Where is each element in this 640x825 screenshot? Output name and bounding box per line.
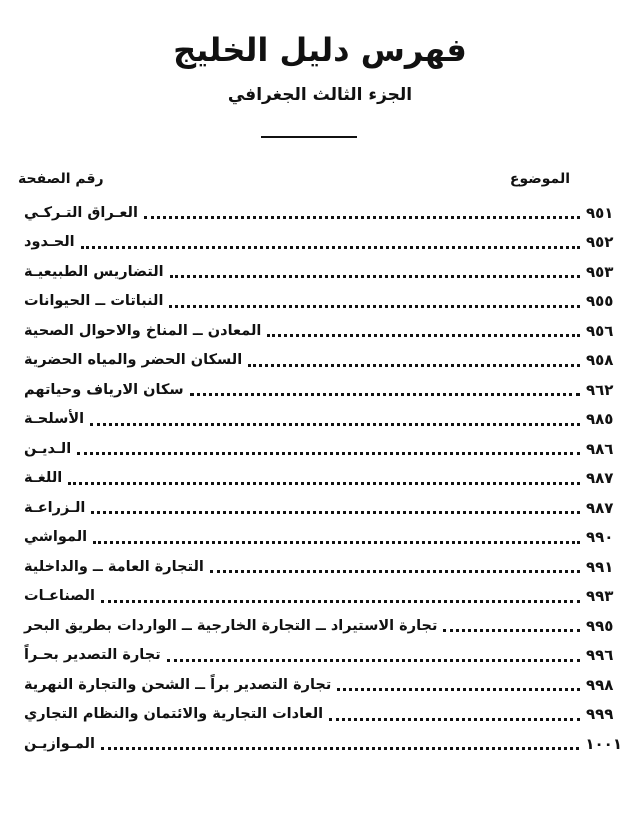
dot-leader xyxy=(167,659,580,662)
toc-entry-page-number: ٩٩٦ xyxy=(586,646,614,665)
toc-entry xyxy=(18,257,622,287)
dot-leader xyxy=(101,747,579,750)
toc-entry xyxy=(18,670,622,700)
toc-entry xyxy=(18,700,622,730)
toc-entry xyxy=(18,405,622,435)
dot-leader xyxy=(170,275,580,278)
toc-entry-topic: الصناعـات xyxy=(18,588,95,604)
toc-entry-topic: اللغـة xyxy=(18,470,62,486)
toc-entry-page-number: ٩٦٢ xyxy=(586,380,614,399)
toc-entry xyxy=(18,611,622,641)
toc-entry-page-number: ٩٥٣ xyxy=(586,262,614,281)
toc-entry xyxy=(18,287,622,317)
toc-entry-topic: تجارة التصدير براً ــ الشحن والتجارة النهرية xyxy=(18,677,331,693)
toc-entry-page-number: ٩٩٨ xyxy=(586,675,614,694)
toc-entry xyxy=(18,641,622,671)
table-of-contents xyxy=(18,198,622,759)
page-title: فهرس دليل الخليج xyxy=(173,31,467,69)
toc-entry xyxy=(18,582,622,612)
toc-entry-topic: الـديـن xyxy=(18,441,71,457)
toc-entry xyxy=(18,434,622,464)
toc-entry-page-number: ٩٨٦ xyxy=(586,439,614,458)
dot-leader xyxy=(77,452,580,455)
toc-entry xyxy=(18,464,622,494)
toc-entry-topic: المـوازيـن xyxy=(18,736,95,752)
toc-entry-topic: سكان الارياف وحياتهم xyxy=(18,382,184,398)
toc-entry-topic: تجارة التصدير بحـراً xyxy=(18,647,161,663)
toc-entry xyxy=(18,729,622,759)
page-number-column-header: رقم الصفحة xyxy=(18,171,104,187)
dot-leader xyxy=(190,393,580,396)
toc-entry-topic: المواشي xyxy=(18,529,87,545)
toc-entry xyxy=(18,316,622,346)
toc-entry-page-number: ٩٩٥ xyxy=(586,616,614,635)
toc-entry xyxy=(18,523,622,553)
dot-leader xyxy=(210,570,580,573)
toc-entry-topic: المعادن ــ المناخ والاحوال الصحية xyxy=(18,323,261,339)
dot-leader xyxy=(337,688,580,691)
title-divider xyxy=(261,136,357,138)
dot-leader xyxy=(68,482,580,485)
toc-entry-topic: الأسلحـة xyxy=(18,411,84,427)
toc-entry-page-number: ٩٨٥ xyxy=(586,410,614,429)
toc-entry-topic: العادات التجارية والائتمان والنظام التجاري xyxy=(18,706,323,722)
topic-column-header: الموضوع xyxy=(509,171,570,187)
toc-entry-page-number: ٩٥٨ xyxy=(586,351,614,370)
dot-leader xyxy=(90,423,580,426)
dot-leader xyxy=(93,541,580,544)
dot-leader xyxy=(267,334,580,337)
toc-entry-topic: الحـدود xyxy=(18,234,75,250)
dot-leader xyxy=(248,364,580,367)
toc-entry xyxy=(18,228,622,258)
toc-entry xyxy=(18,552,622,582)
dot-leader xyxy=(329,718,580,721)
toc-entry-page-number: ٩٥٦ xyxy=(586,321,614,340)
dot-leader xyxy=(91,511,580,514)
dot-leader xyxy=(144,216,580,219)
toc-entry-page-number: ٩٩٣ xyxy=(586,587,614,606)
toc-entry-page-number: ٩٩٠ xyxy=(586,528,614,547)
toc-entry-topic: السكان الحضر والمياه الحضرية xyxy=(18,352,242,368)
toc-entry xyxy=(18,346,622,376)
dot-leader xyxy=(101,600,580,603)
toc-entry-topic: تجارة الاستيراد ــ التجارة الخارجية ــ الواردات بطريق البحر xyxy=(18,618,437,634)
toc-entry-page-number: ٩٨٧ xyxy=(586,469,614,488)
page-subtitle: الجزء الثالث الجغرافي xyxy=(227,85,413,105)
toc-entry-topic: التجارة العامة ــ والداخلية xyxy=(18,559,204,575)
toc-entry-page-number: ٩٥٢ xyxy=(586,233,614,252)
toc-entry-page-number: ٩٨٧ xyxy=(586,498,614,517)
toc-entry-page-number: ٩٩١ xyxy=(586,557,614,576)
toc-entry-topic: التضاريس الطبيعيـة xyxy=(18,264,164,280)
toc-entry-topic: العـراق التـركـي xyxy=(18,205,138,221)
dot-leader xyxy=(443,629,580,632)
toc-entry xyxy=(18,198,622,228)
toc-entry-topic: النباتات ــ الحيوانات xyxy=(18,293,163,309)
dot-leader xyxy=(169,305,580,308)
toc-entry xyxy=(18,493,622,523)
toc-entry xyxy=(18,375,622,405)
toc-entry-topic: الـزراعـة xyxy=(18,500,85,516)
toc-entry-page-number: ٩٥٥ xyxy=(586,292,614,311)
toc-entry-page-number: ٩٥١ xyxy=(586,203,614,222)
toc-entry-page-number: ٩٩٩ xyxy=(586,705,614,724)
dot-leader xyxy=(81,246,580,249)
toc-entry-page-number: ١٠٠١ xyxy=(585,734,622,753)
